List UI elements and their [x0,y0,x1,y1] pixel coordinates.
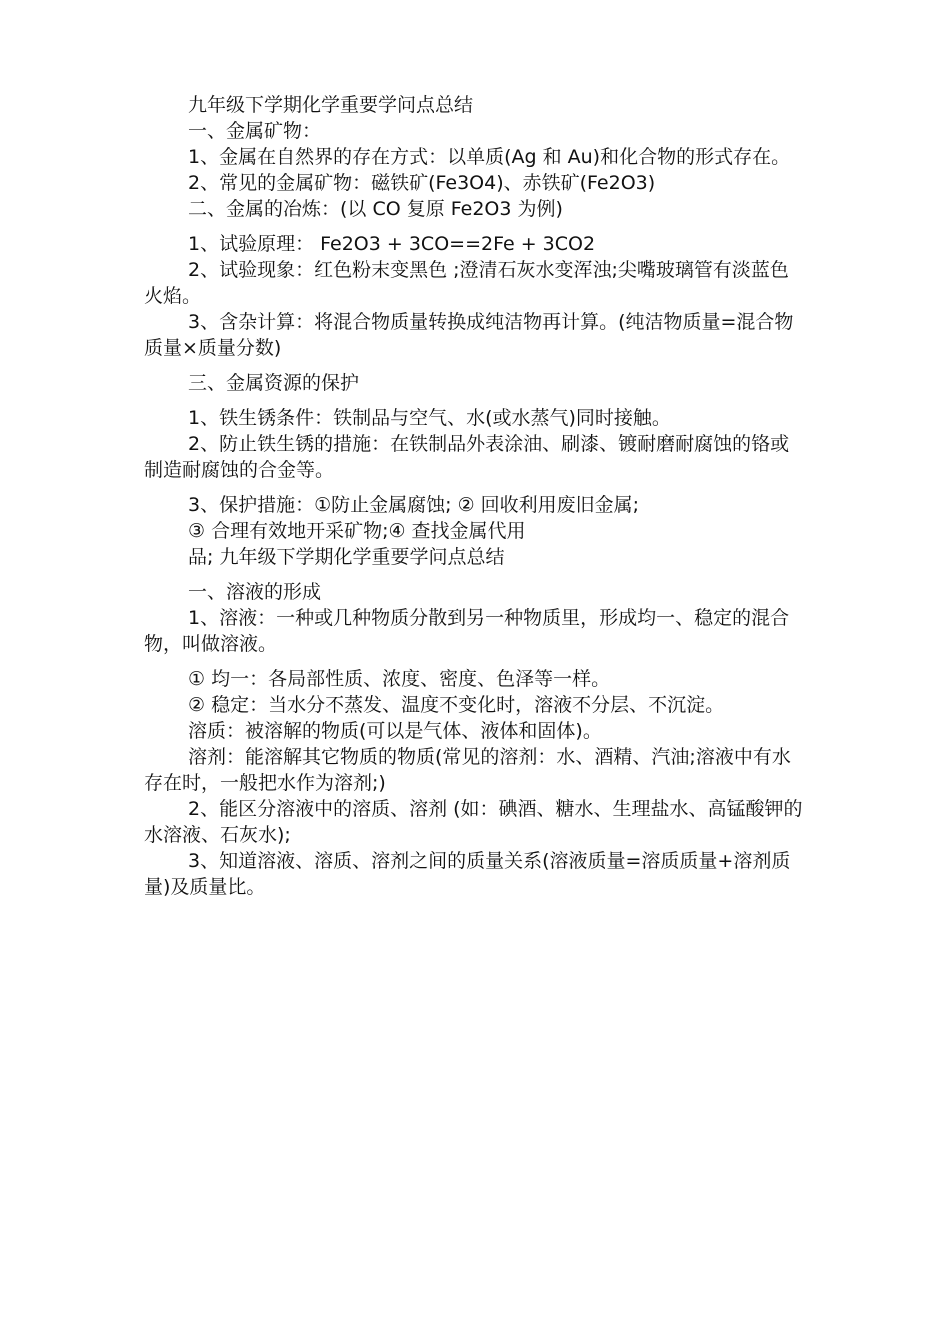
paragraph: 1、金属在自然界的存在方式：以单质(Ag 和 Au)和化合物的形式存在。 [188,146,791,168]
paragraph: 1、溶液：一种或几种物质分散到另一种物质里，形成均一、稳定的混合物，叫做溶液。 [144,607,790,655]
document-title: 九年级下学期化学重要学问点总结 [188,94,474,116]
paragraph: 2、防止铁生锈的措施：在铁制品外表涂油、刷漆、镀耐磨耐腐蚀的铬或制造耐腐蚀的合金等。 [144,433,790,481]
paragraph: 溶剂：能溶解其它物质的物质(常见的溶剂：水、酒精、汽油;溶液中有水存在时，一般把水作为溶剂;) [144,746,791,794]
section-heading-metal-protection: 三、金属资源的保护 [188,372,360,394]
paragraph: 2、试验现象：红色粉末变黑色 ;澄清石灰水变浑浊;尖嘴玻璃管有淡蓝色火焰。 [144,259,789,307]
paragraph: 2、能区分溶液中的溶质、溶剂 (如：碘酒、糖水、生理盐水、高锰酸钾的水溶液、石灰水); [144,798,803,846]
paragraph: 品; 九年级下学期化学重要学问点总结 [188,546,505,568]
paragraph: 溶质：被溶解的物质(可以是气体、液体和固体)。 [188,720,602,742]
section-heading-metal-minerals: 一、金属矿物： [188,120,322,142]
paragraph: 2、常见的金属矿物：磁铁矿(Fe3O4)、赤铁矿(Fe2O3) [188,172,656,194]
paragraph: 1、试验原理： Fe2O3 + 3CO==2Fe + 3CO2 [188,233,596,255]
section-heading-metal-smelting: 二、金属的冶炼：(以 CO 复原 Fe2O3 为例) [188,198,563,220]
paragraph: ③ 合理有效地开采矿物;④ 查找金属代用 [188,520,526,542]
paragraph: 3、含杂计算：将混合物质量转换成纯洁物再计算。(纯洁物质量=混合物质量×质量分数) [144,311,794,359]
paragraph: ① 均一：各局部性质、浓度、密度、色泽等一样。 [188,668,611,690]
document-body [144,92,804,900]
paragraph: 3、知道溶液、溶质、溶剂之间的质量关系(溶液质量=溶质质量+溶剂质量)及质量比。 [144,850,791,898]
section-heading-solution-formation: 一、溶液的形成 [188,581,322,603]
paragraph: ② 稳定：当水分不蒸发、温度不变化时，溶液不分层、不沉淀。 [188,694,725,716]
paragraph: 3、保护措施：①防止金属腐蚀; ② 回收利用废旧金属; [188,494,640,516]
paragraph: 1、铁生锈条件：铁制品与空气、水(或水蒸气)同时接触。 [188,407,671,429]
